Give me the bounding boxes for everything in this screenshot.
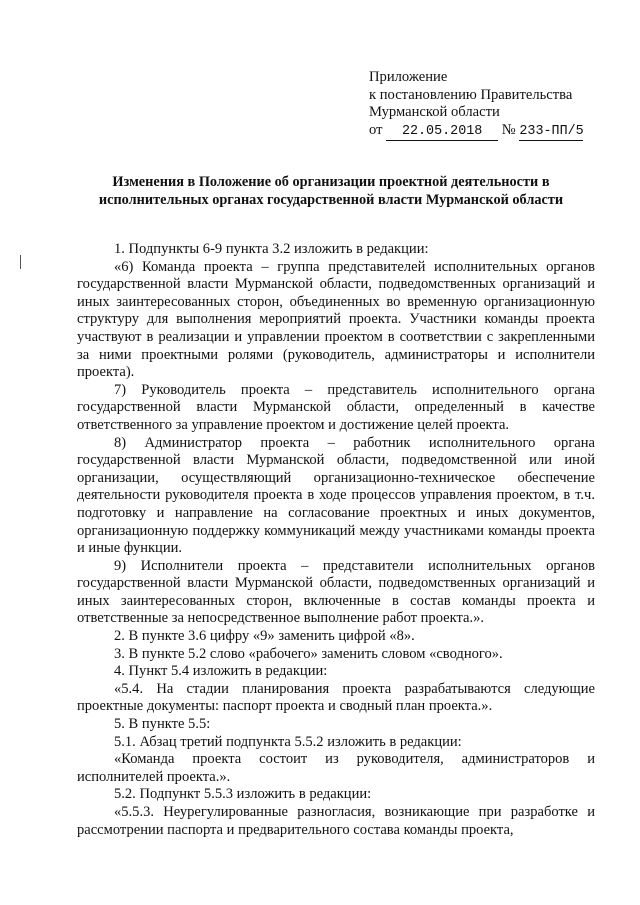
paragraph: 1. Подпункты 6-9 пункта 3.2 изложить в редакции:: [114, 241, 429, 257]
paragraph: «5.5.3. Неурегулированные разногласия, возникающие при разработке и рассмотрении паспорта и предварительного состава команды проекта,: [77, 804, 595, 838]
appendix-decree-line: к постановлению Правительства: [369, 86, 573, 103]
number-prefix: №: [501, 121, 516, 138]
paragraph: 4. Пункт 5.4 изложить в редакции:: [114, 663, 328, 680]
page-margin-mark: [20, 255, 21, 269]
paragraph: 5. В пункте 5.5:: [114, 716, 211, 733]
paragraph: 7) Руководитель проекта – представитель исполнительного органа государственной власти Мурманской области, определенный в качестве ответственного за управление проектом и достижение целей проекта.: [77, 381, 595, 433]
paragraph: «6) Команда проекта – группа представителей исполнительных органов государственной власти Мурманской области, подведомственных организаций и иных заинтересованных сторон, объединенных во временную организационную структуру для выполнения мероприятий проекта. Участники команды проекта участвуют в реализации и управлении проектом в соответствии с закрепленными за ними проектными ролями (руководитель, администраторы и исполнители проекта).: [77, 258, 595, 381]
appendix-date-row: [369, 122, 619, 142]
paragraph: 5.1. Абзац третий подпункта 5.5.2 изложить в редакции:: [114, 733, 462, 750]
paragraph: «Команда проекта состоит из руководителя, администраторов и исполнителей проекта.».: [77, 751, 595, 785]
paragraph: 9) Исполнители проекта – представители исполнительных органов государственной власти Мурманской области, подведомственных организаций и иных заинтересованных сторон, включенные в состав команды проекта и ответственные за непосредственное выполнение работ проекта.».: [77, 557, 595, 627]
decree-date: 22.05.2018: [386, 123, 498, 142]
appendix-region-line: Мурманской области: [369, 104, 500, 121]
paragraph: 3. В пункте 5.2 слово «рабочего» заменить словом «сводного».: [114, 645, 503, 662]
paragraph: 2. В пункте 3.6 цифру «9» заменить цифрой «8».: [114, 628, 415, 645]
date-prefix: от: [369, 121, 383, 138]
document-title: Изменения в Положение об организации проектной деятельности в исполнительных органах государственной власти Мурманской области: [98, 174, 564, 208]
appendix-block: [369, 69, 619, 141]
paragraph: «5.4. На стадии планирования проекта разрабатываются следующие проектные документы: паспорт проекта и сводный план проекта.».: [77, 680, 595, 715]
decree-number: 233-ПП/5: [519, 123, 583, 142]
appendix-label: Приложение: [369, 69, 448, 85]
paragraph: 8) Администратор проекта – работник исполнительного органа государственной власти Мурманской области, подведомственной или иной организации, осуществляющий организационно-техническое обеспечение деятельности руководителя проекта в ходе процессов управления проектом, в т.ч. подготовку и направление на согласование проектных и иных документов, организационную поддержку коммуникаций между участниками команды проекта и иные функции.: [77, 434, 595, 557]
paragraph: 5.2. Подпункт 5.5.3 изложить в редакции:: [114, 786, 372, 803]
document-body: [77, 241, 595, 839]
